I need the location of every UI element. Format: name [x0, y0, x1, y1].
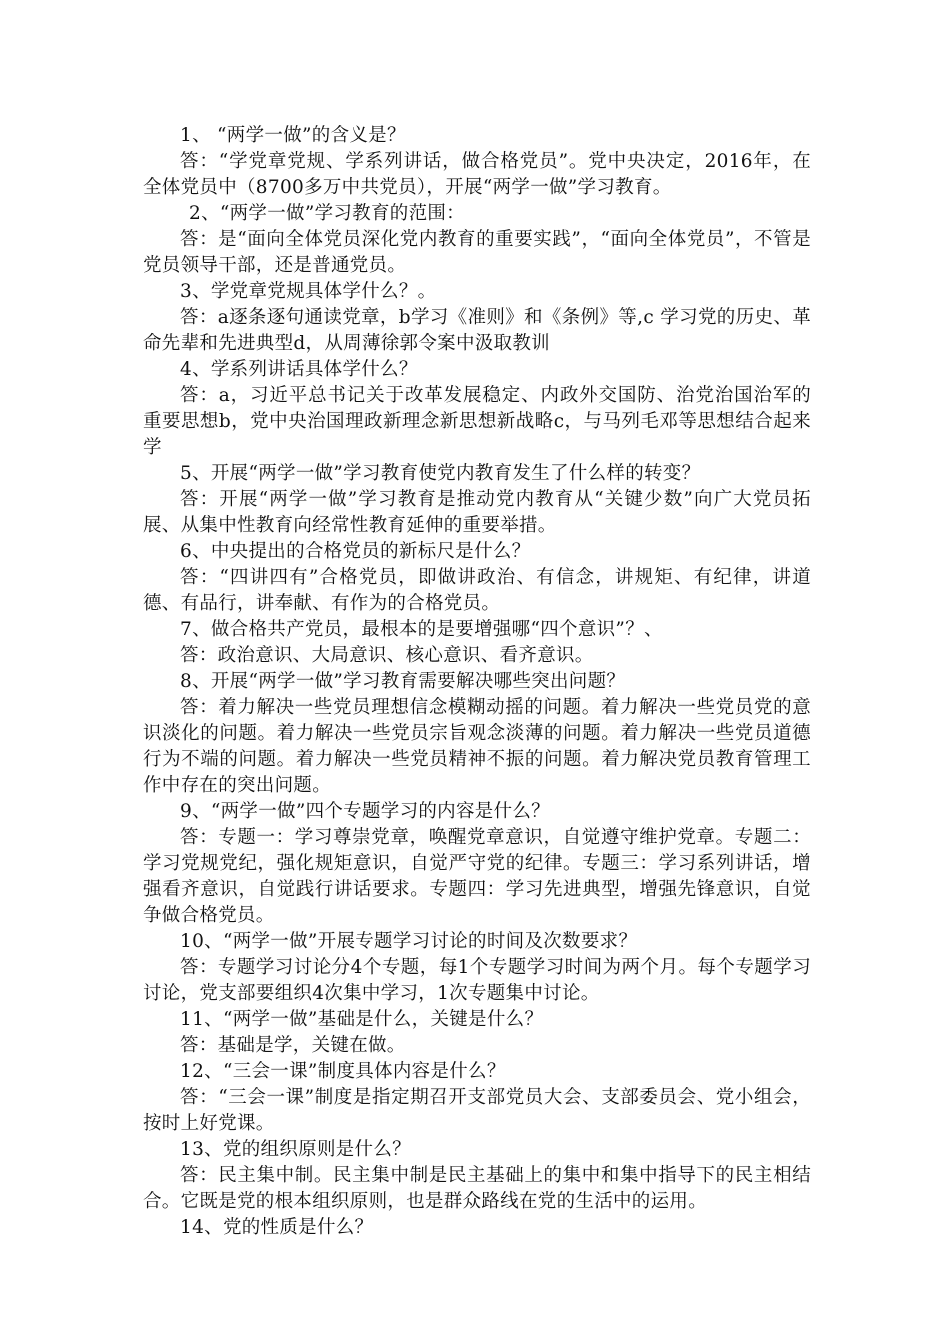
answer-7: 答：政治意识、大局意识、核心意识、看齐意识。 [180, 645, 594, 666]
answer-3: 答：a逐条逐句通读党章，b学习《准则》和《条例》等,c 学习党的历史、革命先辈和先进典型d，从周薄徐郭令案中汲取教训 [143, 307, 811, 354]
document-body [143, 123, 811, 1241]
question-2: 2、“两学一做”学习教育的范围： [189, 203, 465, 224]
question-5: 5、开展“两学一做”学习教育使党内教育发生了什么样的转变？ [180, 463, 701, 484]
answer-4: 答：a，习近平总书记关于改革发展稳定、内政外交国防、治党治国治军的重要思想b，党中央治国理政新理念新思想新战略c，与马列毛邓等思想结合起来学 [143, 385, 811, 458]
answer-1: 答：“学党章党规、学系列讲话，做合格党员”。党中央决定，2016年，在全体党员中（8700多万中共党员），开展“两学一做”学习教育。 [143, 151, 811, 198]
question-11: 11、“两学一做”基础是什么，关键是什么？ [180, 1009, 544, 1030]
question-13: 13、党的组织原则是什么？ [180, 1139, 411, 1160]
question-10: 10、“两学一做”开展专题学习讨论的时间及次数要求？ [180, 931, 638, 952]
question-4: 4、学系列讲话具体学什么？ [180, 359, 418, 380]
question-3: 3、学党章党规具体学什么？。 [180, 281, 437, 302]
answer-6: 答：“四讲四有”合格党员，即做讲政治、有信念，讲规矩、有纪律，讲道德、有品行，讲奉献、有作为的合格党员。 [143, 567, 811, 614]
answer-11: 答：基础是学，关键在做。 [180, 1035, 406, 1056]
answer-12: 答：“三会一课”制度是指定期召开支部党员大会、支部委员会、党小组会，按时上好党课。 [143, 1087, 811, 1134]
answer-13: 答：民主集中制。民主集中制是民主基础上的集中和集中指导下的民主相结合。它既是党的根本组织原则，也是群众路线在党的生活中的运用。 [143, 1165, 811, 1212]
question-12: 12、“三会一课”制度具体内容是什么？ [180, 1061, 506, 1082]
question-6: 6、中央提出的合格党员的新标尺是什么？ [180, 541, 531, 562]
question-14: 14、党的性质是什么？ [180, 1217, 374, 1238]
question-7: 7、做合格共产党员，最根本的是要增强哪“四个意识”？、 [180, 619, 663, 640]
answer-5: 答：开展“两学一做”学习教育是推动党内教育从“关键少数”向广大党员拓展、从集中性教育向经常性教育延伸的重要举措。 [143, 489, 811, 536]
answer-8: 答：着力解决一些党员理想信念模糊动摇的问题。着力解决一些党员党的意识淡化的问题。着力解决一些党员宗旨观念淡薄的问题。着力解决一些党员道德行为不端的问题。着力解决一些党员精神不振的问题。着力解决党员教育管理工作中存在的突出问题。 [143, 697, 811, 796]
question-8: 8、开展“两学一做”学习教育需要解决哪些突出问题？ [180, 671, 626, 692]
question-9: 9、“两学一做”四个专题学习的内容是什么？ [180, 801, 550, 822]
answer-2: 答：是“面向全体党员深化党内教育的重要实践”，“面向全体党员”，不管是党员领导干部，还是普通党员。 [143, 229, 811, 276]
answer-10: 答：专题学习讨论分4个专题，每1个专题学习时间为两个月。每个专题学习讨论，党支部要组织4次集中学习，1次专题集中讨论。 [143, 957, 811, 1004]
answer-9: 答：专题一：学习尊崇党章，唤醒党章意识，自觉遵守维护党章。专题二：学习党规党纪，强化规矩意识，自觉严守党的纪律。专题三：学习系列讲话，增强看齐意识，自觉践行讲话要求。专题四：学习先进典型，增强先锋意识，自觉争做合格党员。 [143, 827, 811, 926]
question-1: 1、 “两学一做”的含义是？ [180, 125, 406, 146]
